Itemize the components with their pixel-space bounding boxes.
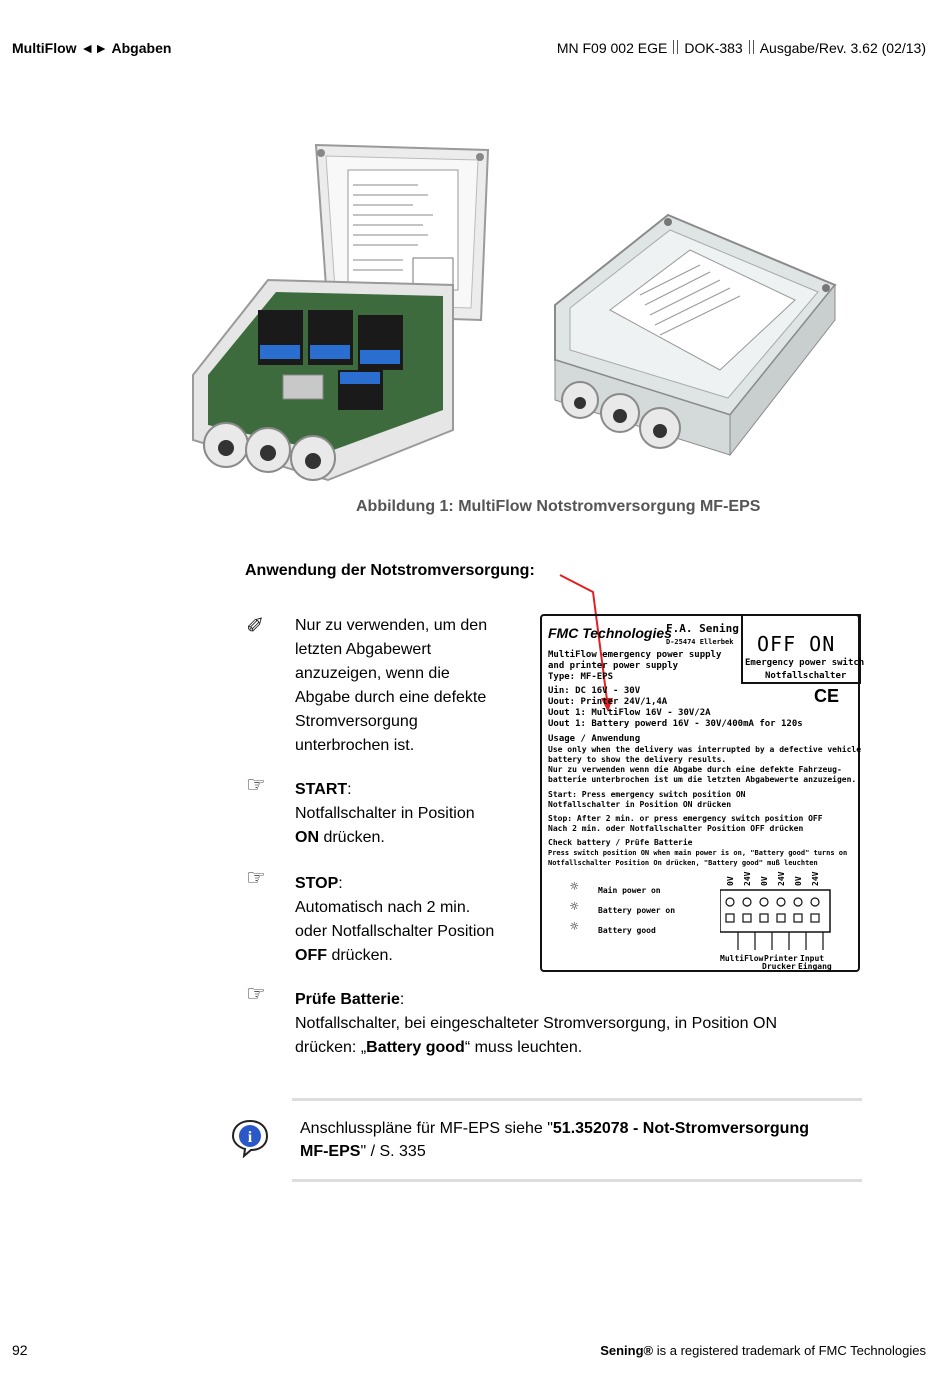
terminal-label: 0V xyxy=(794,876,803,886)
plate-line: batterie unterbrochen ist um die letzten Abgabewerte anzuzeigen. xyxy=(548,775,857,784)
plate-address: D-25474 Ellerbek xyxy=(666,638,734,646)
plate-line: Type: MF-EPS xyxy=(548,672,614,682)
terminal-group-label: MultiFlow xyxy=(720,954,764,963)
header-doc-info xyxy=(557,40,926,56)
plate-line: Usage / Anwendung xyxy=(548,734,641,744)
plate-line: and printer power supply xyxy=(548,661,679,671)
led-label: Battery power on xyxy=(598,906,676,915)
plate-line: Uout 1: MultiFlow 16V - 30V/2A xyxy=(548,708,711,718)
plate-line: Uout: Printer 24V/1,4A xyxy=(548,697,668,707)
switch-label-en: Emergency power switch xyxy=(745,658,865,668)
plate-line: battery to show the delivery results. xyxy=(548,755,727,764)
section-title: Anwendung der Notstromversorgung: xyxy=(245,562,535,579)
switch-label-de: Notfallschalter xyxy=(765,671,847,681)
fmc-logo: FMC Technologies xyxy=(548,625,672,641)
terminal-label: 24V xyxy=(811,871,820,886)
hand-pointer-icon: ☞ xyxy=(246,981,266,1006)
plate-line: Press switch position ON when main power is on, "Battery good" turns on xyxy=(548,849,848,857)
check-battery-instruction: Prüfe Batterie: Notfallschalter, bei eingeschalteter Stromversorgung, in Position ON drücken: „Battery good“ muss leuchten. xyxy=(295,991,778,1056)
plate-line: Stop: After 2 min. or press emergency switch position OFF xyxy=(548,814,823,823)
doc-number: MN F09 002 EGE xyxy=(556,40,668,56)
led-label: Battery good xyxy=(598,926,656,935)
separator xyxy=(749,40,754,54)
info-icon xyxy=(230,1118,270,1158)
plate-line: Nur zu verwenden wenn die Abgabe durch eine defekte Fahrzeug- xyxy=(548,765,842,774)
off-on-label: OFF ON xyxy=(757,632,836,656)
dok-number: DOK-383 xyxy=(684,40,743,56)
terminal-group-label: Printer xyxy=(764,954,798,963)
svg-text:i: i xyxy=(247,1129,253,1146)
terminal-group-label: Eingang xyxy=(798,962,832,971)
start-instruction: START: Notfallschalter in Position ON drücken. xyxy=(295,781,475,846)
plate-line: Notfallschalter in Position ON drücken xyxy=(548,800,732,809)
plate-line: Start: Press emergency switch position ON xyxy=(548,790,746,799)
pencil-icon: ✐ xyxy=(246,613,265,638)
photo-closed-box xyxy=(550,210,840,470)
plate-line: Check battery / Prüfe Batterie xyxy=(548,838,693,847)
switch-box xyxy=(741,614,865,684)
hand-pointer-icon: ☞ xyxy=(246,865,266,890)
hand-pointer-icon: ☞ xyxy=(246,772,266,797)
note-text: Anschlusspläne für MF-EPS siehe "51.352078 - Not-Stromversorgung MF-EPS" / S. 335 xyxy=(300,1120,809,1160)
figure-caption: Abbildung 1: MultiFlow Notstromversorgung MF-EPS xyxy=(356,498,761,515)
footer-trademark: Sening® is a registered trademark of FMC Technologies xyxy=(600,1343,926,1358)
photo-open-box xyxy=(188,140,498,485)
terminal-label: 24V xyxy=(743,871,752,886)
plate-line: Uout 1: Battery powerd 16V - 30V/400mA for 120s xyxy=(548,719,803,729)
terminal-label: 0V xyxy=(726,876,735,886)
plate-line: Uin: DC 16V - 30V xyxy=(548,686,641,696)
sun-icon: ☼ xyxy=(570,899,579,915)
sun-icon: ☼ xyxy=(570,879,579,895)
page-number: 92 xyxy=(12,1342,28,1358)
plate-line: Notfallschalter Position On drücken, "Battery good" muß leuchten xyxy=(548,859,818,867)
ce-mark: CE xyxy=(814,686,840,706)
terminal-group-label: Input xyxy=(800,954,825,963)
terminal-label: 0V xyxy=(760,876,769,886)
terminal-label: 24V xyxy=(777,871,786,886)
plate-company: F.A. Sening xyxy=(666,622,739,635)
led-label: Main power on xyxy=(598,886,661,895)
terminal-block xyxy=(720,868,840,963)
sun-icon: ☼ xyxy=(570,919,579,935)
usage-text: Nur zu verwenden, um den letzten Abgabewert anzuzeigen, wenn die Abgabe durch eine defekte Stromversorgung unterbrochen ist. xyxy=(295,617,488,754)
plate-line: Use only when the delivery was interrupted by a defective vehicle xyxy=(548,745,862,754)
edition: Ausgabe/Rev. 3.62 (02/13) xyxy=(759,40,926,56)
plate-line: MultiFlow emergency power supply xyxy=(548,650,722,660)
terminal-group-label: Drucker xyxy=(762,962,796,971)
separator xyxy=(673,40,678,54)
header-title: MultiFlow ◄► Abgaben xyxy=(12,40,172,56)
device-label-plate xyxy=(540,614,865,972)
plate-line: Nach 2 min. oder Notfallschalter Position OFF drücken xyxy=(548,824,804,833)
stop-instruction: STOP: Automatisch nach 2 min. oder Notfallschalter Position OFF drücken. xyxy=(295,875,495,964)
